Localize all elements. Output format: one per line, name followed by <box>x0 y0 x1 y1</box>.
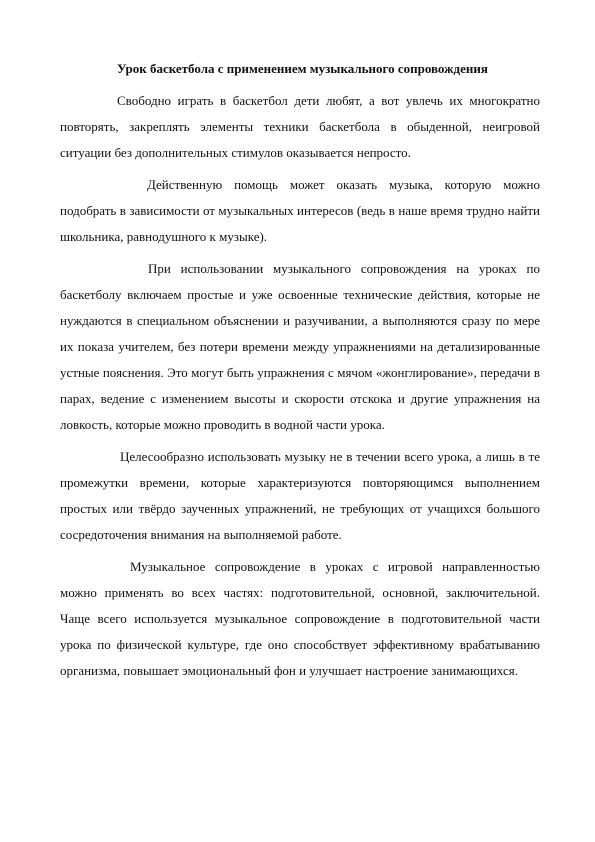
paragraph-5: Музыкальное сопровождение в уроках с игровой направленностью можно применять во всех частях: подготовительной, основной, заключительной. Чаще всего используется музыкальное сопровождение в подготовительной части урока по физической культуре, где оно способствует эффективному врабатыванию организма, повышает эмоциональный фон и улучшает настроение занимающихся. <box>60 559 540 678</box>
paragraph-4: Целесообразно использовать музыку не в течении всего урока, а лишь в те промежутки времени, которые характеризуются повторяющимся выполнением простых или твёрдо заученных упражнений, не требующих от учащихся большого сосредоточения внимания на выполняемой работе. <box>60 449 540 542</box>
document-body <box>60 56 540 690</box>
paragraph-2: Действенную помощь может оказать музыка, которую можно подобрать в зависимости от музыкальных интересов (ведь в наше время трудно найти школьника, равнодушного к музыке). <box>60 177 540 244</box>
paragraph-1: Свободно играть в баскетбол дети любят, а вот увлечь их многократно повторять, закреплять элементы техники баскетбола в обыденной, неигровой ситуации без дополнительных стимулов оказывается непросто. <box>60 93 540 160</box>
document-title: Урок баскетбола с применением музыкального сопровождения <box>117 61 488 76</box>
paragraph-3: При использовании музыкального сопровождения на уроках по баскетболу включаем простые и уже освоенные технические действия, которые не нуждаются в специальном объяснении и разучивании, а выполняются сразу по мере их показа учителем, без потери времени между упражнениями на детализированные устные пояснения. Это могут быть упражнения с мячом «жонглирование», передачи в парах, ведение с изменением высоты и скорости отскока и другие упражнения на ловкость, которые можно проводить в водной части урока. <box>60 261 540 432</box>
